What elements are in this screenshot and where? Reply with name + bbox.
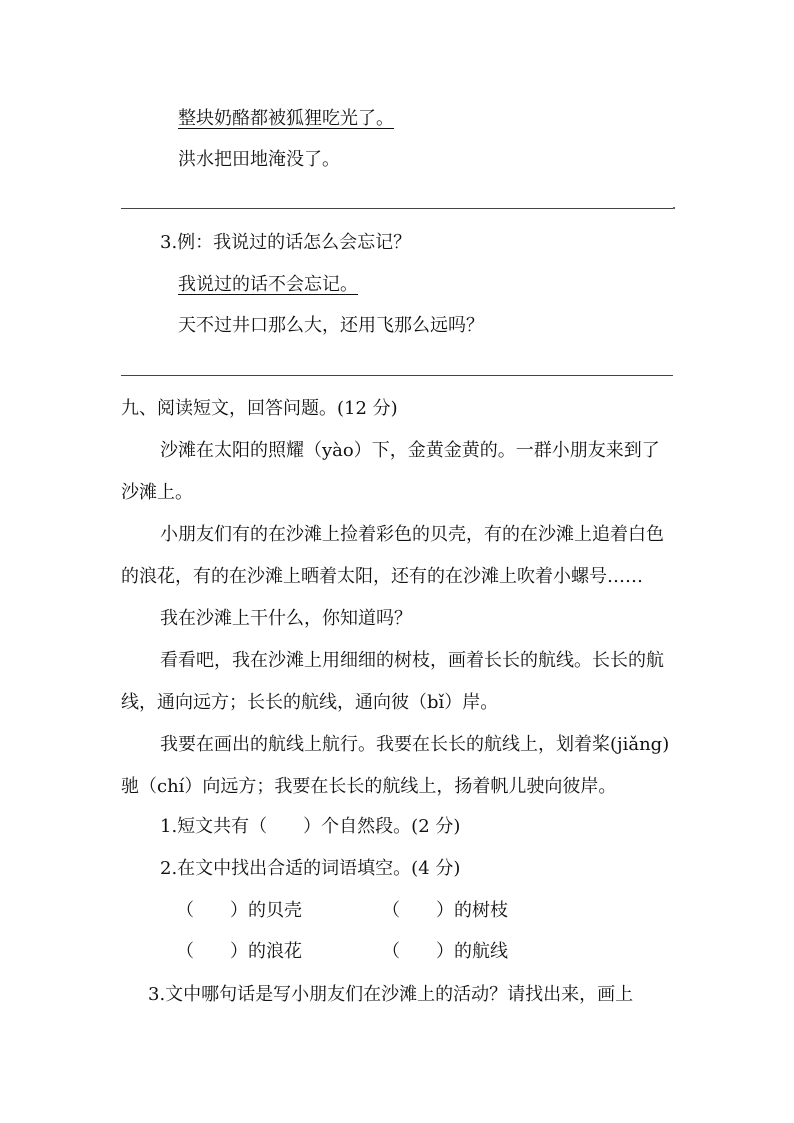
section-9-heading: 九、阅读短文，回答问题。(12 分)	[121, 398, 398, 419]
fill-blank-twigs[interactable]: （ ）的树枝	[382, 900, 508, 921]
q2-example-answer: 整块奶酪都被狐狸吃光了。	[178, 108, 394, 129]
question-3: 3.文中哪句话是写小朋友们在沙滩上的活动？请找出来，画上	[148, 984, 634, 1005]
passage-p4-line1: 看看吧，我在沙滩上用细细的树枝，画着长长的航线。长长的航	[160, 650, 664, 671]
answer-line-2[interactable]	[121, 375, 673, 376]
passage-p5-line2: 驰（chí）向远方；我要在长长的航线上，扬着帆儿驶向彼岸。	[121, 776, 617, 797]
answer-line-end-mark	[673, 207, 675, 209]
answer-line-1[interactable]	[121, 208, 673, 209]
passage-p2-line1: 小朋友们有的在沙滩上捡着彩色的贝壳，有的在沙滩上追着白色	[160, 524, 664, 545]
passage-p1-line2: 沙滩上。	[121, 482, 193, 503]
question-1: 1.短文共有（ ）个自然段。(2 分)	[160, 816, 461, 837]
passage-p5-line1: 我要在画出的航线上航行。我要在长长的航线上，划着桨(jiǎng)	[160, 734, 670, 755]
q3-prompt-sentence: 天不过井口那么大，还用飞那么远吗？	[178, 315, 484, 336]
q2-prompt-sentence: 洪水把田地淹没了。	[178, 149, 340, 170]
fill-blank-route[interactable]: （ ）的航线	[382, 941, 508, 962]
passage-p4-line2: 线，通向远方；长长的航线，通向彼（bǐ）岸。	[121, 692, 499, 713]
fill-blank-waves[interactable]: （ ）的浪花	[176, 941, 302, 962]
fill-blank-shells[interactable]: （ ）的贝壳	[176, 900, 302, 921]
passage-p2-line2: 的浪花，有的在沙滩上晒着太阳，还有的在沙滩上吹着小螺号……	[121, 566, 643, 587]
question-2: 2.在文中找出合适的词语填空。(4 分)	[160, 858, 461, 879]
q3-example-answer: 我说过的话不会忘记。	[178, 274, 358, 295]
passage-p3-line1: 我在沙滩上干什么，你知道吗？	[160, 608, 412, 629]
q3-example: 3.例：我说过的话怎么会忘记？	[160, 232, 412, 253]
passage-p1-line1: 沙滩在太阳的照耀（yào）下，金黄金黄的。一群小朋友来到了	[160, 440, 660, 461]
